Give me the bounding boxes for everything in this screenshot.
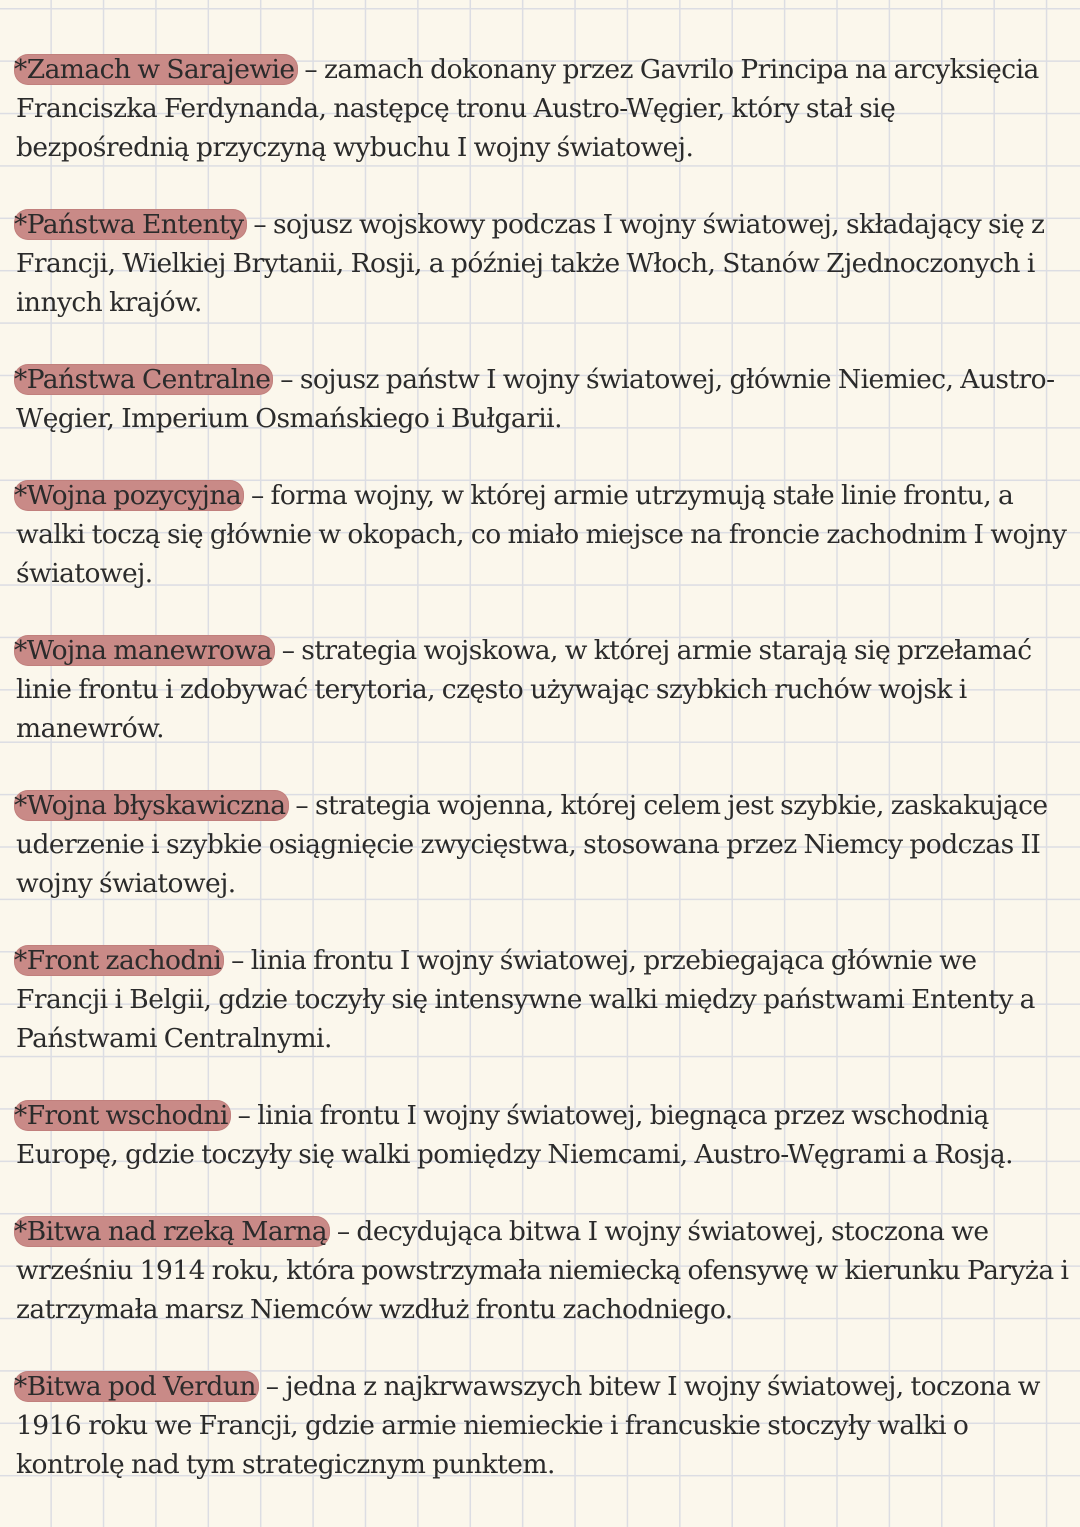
highlighted-term: *Zamach w Sarajewie: [14, 54, 298, 85]
term-definition: – sojusz państw I wojny światowej, głównie Niemiec, Austro-Węgier, Imperium Osmańskiego i Bułgarii.: [16, 364, 1055, 434]
glossary-entry-verdun: [16, 1367, 1074, 1484]
highlighted-term: *Państwa Ententy: [14, 209, 247, 240]
highlighted-term: *Bitwa nad rzeką Marną: [14, 1216, 330, 1247]
term-definition: – forma wojny, w której armie utrzymują stałe linie frontu, a walki toczą się głównie w okopach, co miało miejsce na froncie zachodnim I wojny światowej.: [16, 480, 1067, 589]
highlighted-term: *Państwa Centralne: [14, 364, 273, 395]
term-definition: – linia frontu I wojny światowej, przebiegająca głównie we Francji i Belgii, gdzie toczyły się intensywne walki między państwami Ententy a Państwami Centralnymi.: [16, 945, 1035, 1054]
glossary-entry-blitzkrieg: [16, 786, 1074, 903]
term-definition: – decydująca bitwa I wojny światowej, stoczona we wrześniu 1914 roku, która powstrzymała niemiecką ofensywę w kierunku Paryża i zatrzymała marsz Niemców wzdłuż frontu zachodniego.: [16, 1216, 1069, 1325]
glossary-entry-western-front: [16, 941, 1074, 1058]
glossary-entry-eastern-front: [16, 1096, 1074, 1174]
glossary-entry-marne: [16, 1212, 1074, 1329]
highlighted-term: *Wojna pozycyjna: [14, 480, 244, 511]
glossary-entry-trench-war: [16, 476, 1074, 593]
highlighted-term: *Front wschodni: [14, 1100, 231, 1131]
term-definition: – zamach dokonany przez Gavrilo Principa na arcyksięcia Franciszka Ferdynanda, następcę tronu Austro-Węgier, który stał się bezpośrednią przyczyną wybuchu I wojny światowej.: [16, 54, 1039, 163]
term-definition: – sojusz wojskowy podczas I wojny światowej, składający się z Francji, Wielkiej Brytanii, Rosji, a później także Włoch, Stanów Zjednoczonych i innych krajów.: [16, 209, 1045, 318]
glossary-entry-maneuver-war: [16, 631, 1074, 748]
highlighted-term: *Front zachodni: [14, 945, 224, 976]
term-definition: – linia frontu I wojny światowej, biegnąca przez wschodnią Europę, gdzie toczyły się walki pomiędzy Niemcami, Austro-Węgrami a Rosją.: [16, 1100, 1013, 1170]
highlighted-term: *Wojna błyskawiczna: [14, 790, 289, 821]
highlighted-term: *Wojna manewrowa: [14, 635, 275, 666]
glossary-entry-entente: [16, 205, 1074, 322]
term-definition: – jedna z najkrwawszych bitew I wojny światowej, toczona w 1916 roku we Francji, gdzie armie niemieckie i francuskie stoczyły walki o kontrolę nad tym strategicznym punktem.: [16, 1371, 1040, 1480]
term-definition: – strategia wojenna, której celem jest szybkie, zaskakujące uderzenie i szybkie osiągnięcie zwycięstwa, stosowana przez Niemcy podczas II wojny światowej.: [16, 790, 1048, 899]
highlighted-term: *Bitwa pod Verdun: [14, 1371, 259, 1402]
glossary-entry-central-powers: [16, 360, 1074, 438]
term-definition: – strategia wojskowa, w której armie starają się przełamać linie frontu i zdobywać terytoria, często używając szybkich ruchów wojsk i manewrów.: [16, 635, 1032, 744]
glossary-entry-sarajevo: [16, 50, 1074, 167]
